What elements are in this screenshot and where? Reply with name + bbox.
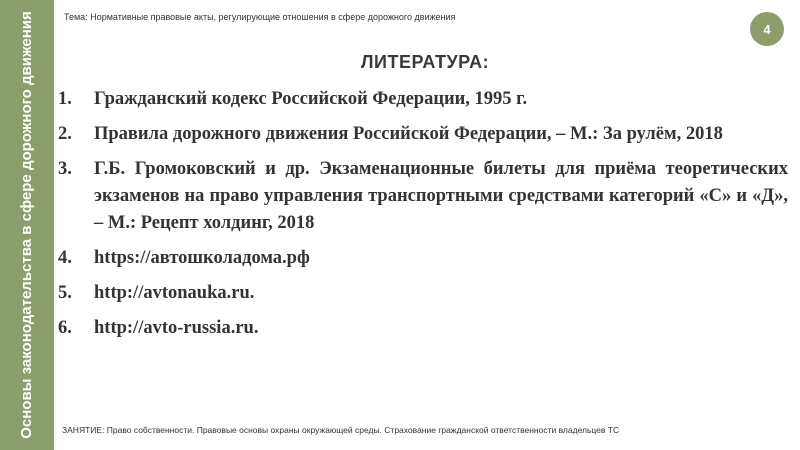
list-item	[58, 121, 788, 148]
reference-list	[58, 86, 788, 350]
list-item-text: Г.Б. Громоковский и др. Экзаменационные билеты для приёма теоретических экзаменов на право управления транспортными средствами категорий «С» и «Д», – М.: Рецепт холдинг, 2018	[94, 159, 788, 233]
list-item-number: 5.	[58, 283, 72, 303]
list-item	[58, 245, 788, 272]
topic-header: Тема: Нормативные правовые акты, регулирующие отношения в сфере дорожного движения	[64, 12, 456, 22]
list-item-number: 1.	[58, 89, 72, 109]
list-item-text: http://avto-russia.ru.	[94, 318, 259, 338]
list-item-text: Гражданский кодекс Российской Федерации, 1995 г.	[94, 89, 528, 109]
sidebar-title: Основы законодательства в сфере дорожного движения	[18, 11, 35, 439]
list-item-number: 3.	[58, 159, 72, 179]
list-item-text: Правила дорожного движения Российской Федерации, – М.: За рулём, 2018	[94, 124, 723, 144]
list-item-text: https://автошколадома.рф	[94, 248, 310, 268]
list-item-number: 2.	[58, 124, 72, 144]
page-number-badge: 4	[750, 12, 784, 46]
list-item-number: 6.	[58, 318, 72, 338]
list-item-number: 4.	[58, 248, 72, 268]
list-item-text: http://avtonauka.ru.	[94, 283, 255, 303]
list-item	[58, 86, 788, 113]
page-title: ЛИТЕРАТУРА:	[360, 52, 490, 72]
list-item	[58, 280, 788, 307]
footer-lesson: ЗАНЯТИЕ: Право собственности. Правовые основы охраны окружающей среды. Страхование гражданской ответственности владельцев ТС	[62, 425, 620, 435]
list-item	[58, 315, 788, 342]
sidebar	[0, 0, 54, 450]
list-item	[58, 156, 788, 237]
